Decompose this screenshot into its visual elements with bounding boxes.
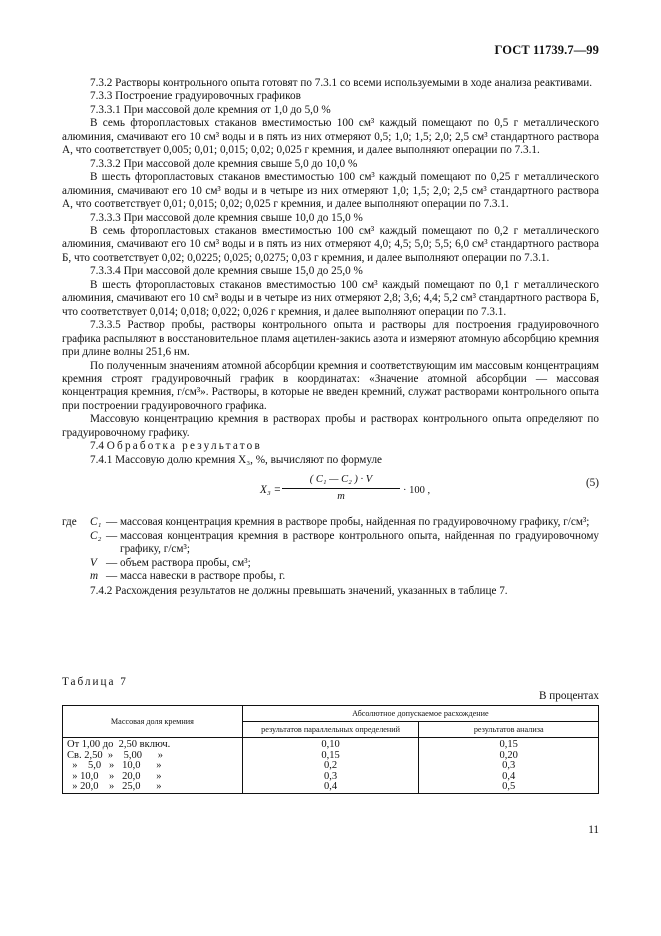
table-unit-note: В процентах: [539, 690, 599, 702]
definition-row: [62, 516, 599, 529]
table-cell-analysis: 0,5: [419, 782, 599, 793]
table-cell-range: » 5,0 » 10,0 »: [67, 760, 162, 772]
standard-header: ГОСТ 11739.7—99: [494, 43, 599, 57]
table-cell-range: Св. 2,50 » 5,00 »: [67, 749, 163, 761]
definition-dash: —: [106, 529, 118, 542]
section-title: Обработка результатов: [106, 440, 262, 453]
paragraph-7-4-2: 7.4.2 Расхождения результатов не должны превышать значений, указанных в таблице 7.: [90, 585, 508, 598]
definition-row: [62, 570, 599, 583]
tolerance-table: [62, 705, 599, 794]
definition-symbol: C₂: [90, 529, 102, 542]
formula-multiplier: · 100 ,: [403, 485, 431, 497]
heading-7-3-3-1: 7.3.3.1 При массовой доле кремния от 1,0 до 5,0 %: [90, 103, 331, 116]
paragraph-7-3-3-1: В семь фторопластовых стаканов вместимостью 100 см³ каждый помещают по 0,5 г металлического алюминия, смачивают его 10 см³ воды и в пять из них отмеряют 0,5; 1,0; 1,5; 2,0; 2,5 см³ стандартного раствора А, что соответствует 0,005; 0,01; 0,015; 0,02; 0,025 г кремния, и далее выполняют операции по 7.3.1.: [62, 117, 599, 157]
paragraph-7-3-3-5: 7.3.3.5 Раствор пробы, растворы контрольного опыта и растворы для построения градуировочного графика распыляют в восстановительное пламя ацетилен-закись азота и измеряют атомную абсорбцию кремния при длине волны 251,6 нм.: [62, 319, 600, 359]
formula-numerator: ( C₁ — C₂ ) · V: [282, 473, 400, 488]
table-cell-range: » 10,0 » 20,0 »: [67, 770, 162, 782]
table-header-parallel: результатов параллельных определений: [242, 722, 419, 738]
formula-number: (5): [585, 477, 599, 490]
paragraph-7-3-2: 7.3.2 Растворы контрольного опыта готовят по 7.3.1 со всеми используемыми в ходе анализа реактивами.: [90, 77, 593, 89]
document-body: [62, 77, 599, 599]
formula-5: [62, 471, 599, 511]
definition-text: массовая концентрация кремния в растворе пробы, найденная по градуировочному графику, г/см³;: [120, 516, 590, 529]
table-caption: Таблица 7: [62, 676, 128, 688]
definition-text: массовая концентрация кремния в растворе контрольного опыта, найденная по градуировочному графику, г/см³;: [120, 529, 599, 556]
table-row: [63, 738, 599, 751]
table-cell-range: От 1,00 до 2,50 включ.: [67, 739, 171, 750]
table-cell-parallel: 0,2: [242, 761, 419, 772]
paragraph-calibration: По полученным значениям атомной абсорбции кремния и соответствующим им массовым концентрациям кремния строят градуировочный график в координатах: «Значение атомной абсорбции — массовая концентрация кремния, г/см³». Растворы, в которые не введен кремний, служат растворами контрольного опыта при построении градуировочного графика.: [62, 359, 599, 412]
paragraph-7-3-3-3: В семь фторопластовых стаканов вместимостью 100 см³ каждый помещают по 0,2 г металлического алюминия, смачивают его 10 см³ воды и в пять из них отмеряют 4,0; 4,5; 5,0; 5,5; 6,0 см³ стандартного раствора Б, что соответствует 0,02; 0,0225; 0,025; 0,0275; 0,03 г кремния, и далее выполняют операции по 7.3.1.: [62, 224, 599, 264]
formula-lhs: X₃ =: [260, 484, 282, 497]
definition-text: масса навески в растворе пробы, г.: [120, 569, 286, 582]
paragraph-7-3-3-4: В шесть фторопластовых стаканов вместимостью 100 см³ каждый помещают по 0,1 г металлического алюминия, смачивают его 10 см³ воды и в четыре из них отмеряют 2,8; 3,6; 4,4; 5,2 см³ стандартного раствора Б, что соответствует 0,014; 0,018; 0,022; 0,026 г кремния, и далее выполняют операции по 7.3.1.: [62, 278, 599, 318]
table-cell-parallel: 0,3: [242, 772, 419, 783]
table-header-tolerance: Абсолютное допускаемое расхождение: [242, 706, 598, 722]
definition-row: [62, 530, 599, 557]
paragraph-7-3-3-2: В шесть фторопластовых стаканов вместимостью 100 см³ каждый помещают по 0,25 г металлического алюминия, смачивают его 10 см³ воды и в четыре из них отмеряют 1,0; 1,5; 2,0; 2,5 см³ стандартного раствора А, что соответствует 0,01; 0,015; 0,02; 0,025 г кремния, и далее выполняют операции по 7.3.1.: [62, 171, 599, 211]
table-header-silicon: Массовая доля кремния: [63, 706, 243, 738]
paragraph-7-4-1: 7.4.1 Массовую долю кремния X₃, %, вычисляют по формуле: [90, 453, 382, 466]
table-cell-analysis: 0,3: [419, 761, 599, 772]
heading-7-3-3: 7.3.3 Построение градуировочных графиков: [90, 90, 301, 103]
definition-row: [62, 557, 599, 570]
definition-text: объем раствора пробы, см³;: [120, 556, 251, 569]
heading-7-3-3-4: 7.3.3.4 При массовой доле кремния свыше 15,0 до 25,0 %: [90, 265, 363, 278]
table-cell-parallel: 0,15: [242, 751, 419, 762]
definition-dash: —: [106, 556, 118, 569]
paragraph-concentration: Массовую концентрацию кремния в растворах пробы и растворах контрольного опыта определяют по градуировочному графику.: [62, 413, 599, 439]
definition-dash: —: [106, 516, 118, 529]
table-cell-analysis: 0,15: [419, 738, 599, 751]
table-cell-parallel: 0,10: [242, 738, 419, 751]
heading-7-3-3-3: 7.3.3.3 При массовой доле кремния свыше 10,0 до 15,0 %: [90, 211, 363, 224]
section-number: 7.4: [90, 440, 104, 453]
definition-symbol: C₁: [90, 516, 102, 529]
page-number: 11: [588, 824, 599, 836]
table-cell-analysis: 0,4: [419, 772, 599, 783]
definition-symbol: V: [90, 556, 97, 569]
table-header-analysis: результатов анализа: [419, 722, 599, 738]
definition-symbol: m: [90, 569, 99, 582]
definition-lead: где: [62, 516, 77, 529]
table-cell-analysis: 0,20: [419, 751, 599, 762]
table-cell-range: » 20,0 » 25,0 »: [67, 781, 162, 793]
formula-denominator: m: [337, 490, 345, 502]
heading-7-4: [62, 440, 599, 453]
formula-fraction: [282, 473, 400, 503]
heading-7-3-3-2: 7.3.3.2 При массовой доле кремния свыше 5,0 до 10,0 %: [90, 157, 358, 170]
definition-dash: —: [106, 569, 118, 582]
table-cell-parallel: 0,4: [242, 782, 419, 793]
table-row: [63, 782, 599, 793]
symbol-definitions: [62, 516, 599, 583]
